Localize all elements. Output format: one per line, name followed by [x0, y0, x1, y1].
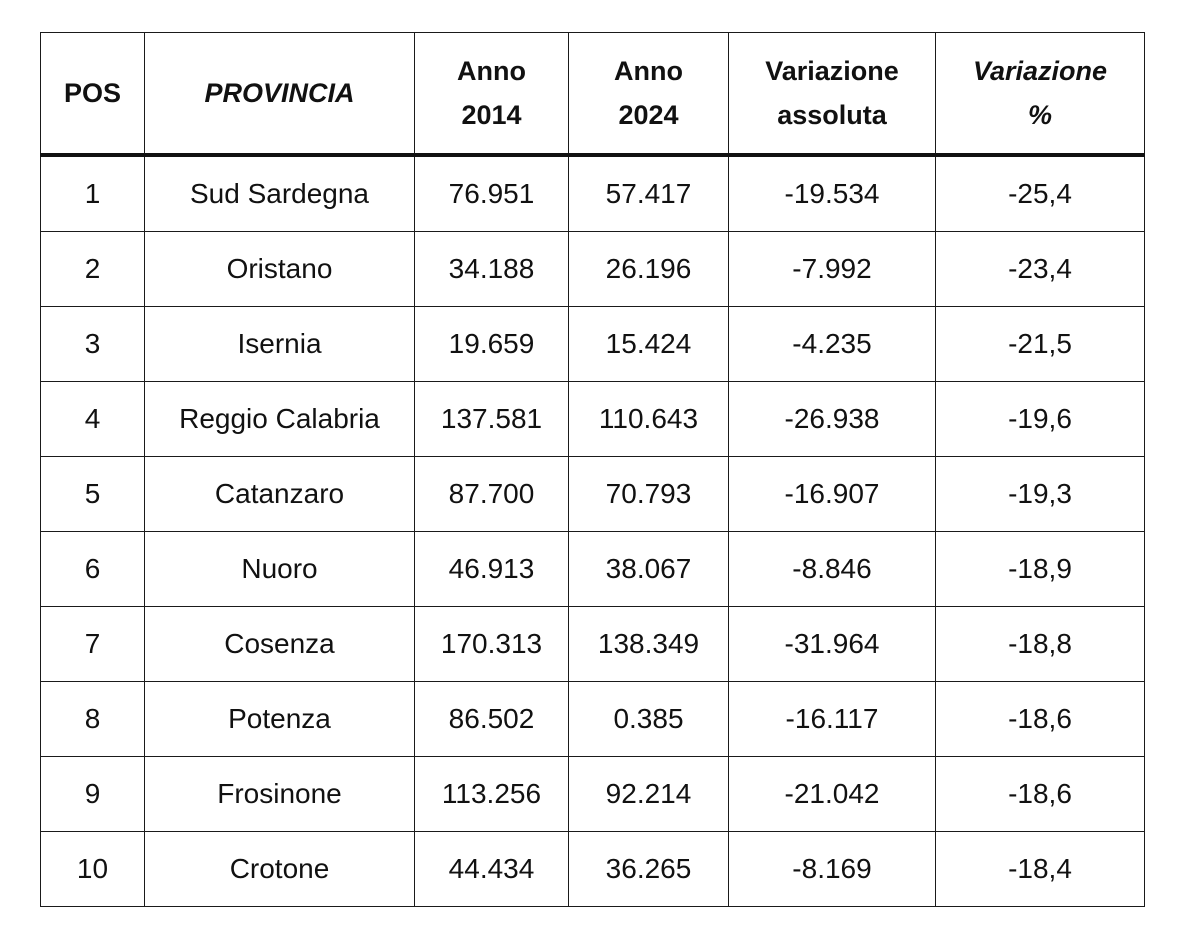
cell-pos: 1: [41, 155, 145, 232]
cell-variazione-assoluta: -19.534: [729, 155, 936, 232]
header-variazione-percentuale-line1: Variazione: [972, 56, 1108, 86]
cell-provincia: Isernia: [145, 307, 415, 382]
cell-anno-2024: 0.385: [569, 682, 729, 757]
cell-variazione-assoluta: -16.117: [729, 682, 936, 757]
cell-anno-2024: 70.793: [569, 457, 729, 532]
header-variazione-assoluta: [729, 33, 936, 156]
cell-anno-2014: 34.188: [415, 232, 569, 307]
cell-pos: 9: [41, 757, 145, 832]
table-row: [41, 382, 1145, 457]
header-variazione-percentuale: [936, 33, 1145, 156]
table-row: [41, 307, 1145, 382]
cell-provincia: Oristano: [145, 232, 415, 307]
header-anno-2014-line2: 2014: [461, 100, 522, 130]
table-row: [41, 832, 1145, 907]
header-anno-2024-line2: 2024: [618, 100, 679, 130]
cell-pos: 5: [41, 457, 145, 532]
cell-variazione-percentuale: -18,6: [936, 757, 1145, 832]
cell-pos: 4: [41, 382, 145, 457]
cell-pos: 8: [41, 682, 145, 757]
table-row: [41, 757, 1145, 832]
cell-variazione-assoluta: -8.169: [729, 832, 936, 907]
cell-provincia: Potenza: [145, 682, 415, 757]
header-variazione-assoluta-line1: Variazione: [765, 56, 899, 86]
cell-variazione-percentuale: -25,4: [936, 155, 1145, 232]
cell-provincia: Nuoro: [145, 532, 415, 607]
table-row: [41, 457, 1145, 532]
cell-provincia: Cosenza: [145, 607, 415, 682]
header-variazione-percentuale-line2: %: [1027, 100, 1052, 130]
cell-variazione-percentuale: -18,4: [936, 832, 1145, 907]
provinces-table: [40, 32, 1145, 907]
header-anno-2024-line1: Anno: [614, 56, 683, 86]
header-anno-2024: [569, 33, 729, 156]
cell-variazione-assoluta: -16.907: [729, 457, 936, 532]
table-row: [41, 607, 1145, 682]
header-pos-label: POS: [63, 78, 122, 108]
cell-anno-2014: 86.502: [415, 682, 569, 757]
cell-pos: 6: [41, 532, 145, 607]
header-provincia-label: PROVINCIA: [204, 78, 355, 108]
cell-anno-2024: 36.265: [569, 832, 729, 907]
header-anno-2014: [415, 33, 569, 156]
cell-variazione-assoluta: -26.938: [729, 382, 936, 457]
header-anno-2014-line1: Anno: [457, 56, 526, 86]
cell-anno-2024: 57.417: [569, 155, 729, 232]
cell-anno-2014: 87.700: [415, 457, 569, 532]
cell-pos: 10: [41, 832, 145, 907]
cell-anno-2024: 15.424: [569, 307, 729, 382]
cell-pos: 2: [41, 232, 145, 307]
cell-anno-2024: 110.643: [569, 382, 729, 457]
header-pos: [41, 33, 145, 156]
data-table-container: [40, 32, 1144, 907]
cell-provincia: Frosinone: [145, 757, 415, 832]
cell-provincia: Reggio Calabria: [145, 382, 415, 457]
cell-variazione-assoluta: -8.846: [729, 532, 936, 607]
cell-variazione-percentuale: -18,6: [936, 682, 1145, 757]
cell-variazione-percentuale: -19,3: [936, 457, 1145, 532]
header-variazione-assoluta-line2: assoluta: [777, 100, 887, 130]
cell-variazione-assoluta: -7.992: [729, 232, 936, 307]
cell-pos: 7: [41, 607, 145, 682]
table-row: [41, 155, 1145, 232]
cell-variazione-percentuale: -18,9: [936, 532, 1145, 607]
cell-variazione-assoluta: -31.964: [729, 607, 936, 682]
cell-variazione-percentuale: -18,8: [936, 607, 1145, 682]
cell-variazione-assoluta: -21.042: [729, 757, 936, 832]
cell-anno-2014: 44.434: [415, 832, 569, 907]
cell-anno-2024: 92.214: [569, 757, 729, 832]
header-row: [41, 33, 1145, 156]
cell-variazione-percentuale: -21,5: [936, 307, 1145, 382]
cell-anno-2024: 138.349: [569, 607, 729, 682]
table-row: [41, 682, 1145, 757]
cell-pos: 3: [41, 307, 145, 382]
cell-provincia: Crotone: [145, 832, 415, 907]
cell-provincia: Catanzaro: [145, 457, 415, 532]
cell-variazione-percentuale: -23,4: [936, 232, 1145, 307]
table-row: [41, 232, 1145, 307]
cell-variazione-assoluta: -4.235: [729, 307, 936, 382]
cell-anno-2014: 46.913: [415, 532, 569, 607]
cell-anno-2014: 170.313: [415, 607, 569, 682]
table-row: [41, 532, 1145, 607]
cell-anno-2014: 19.659: [415, 307, 569, 382]
cell-anno-2014: 113.256: [415, 757, 569, 832]
cell-anno-2024: 26.196: [569, 232, 729, 307]
cell-anno-2014: 76.951: [415, 155, 569, 232]
header-provincia: [145, 33, 415, 156]
cell-provincia: Sud Sardegna: [145, 155, 415, 232]
cell-variazione-percentuale: -19,6: [936, 382, 1145, 457]
cell-anno-2024: 38.067: [569, 532, 729, 607]
cell-anno-2014: 137.581: [415, 382, 569, 457]
